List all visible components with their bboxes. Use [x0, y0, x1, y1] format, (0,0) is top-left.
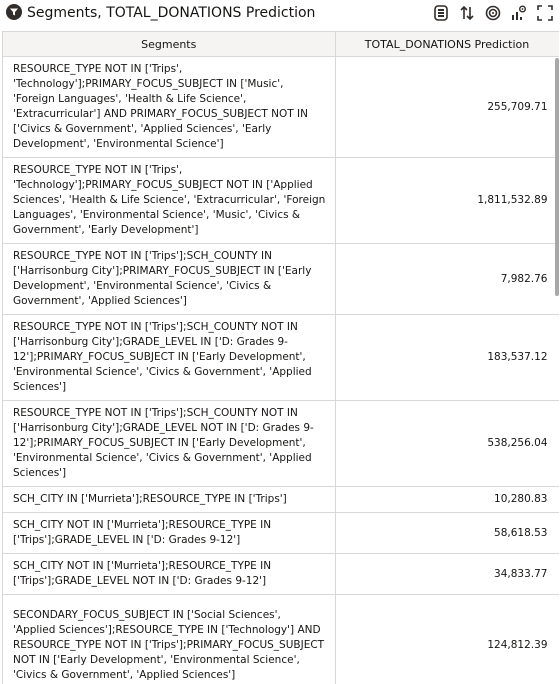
sort-icon[interactable] [457, 3, 477, 23]
column-header-prediction[interactable]: TOTAL_DONATIONS Prediction [335, 32, 559, 57]
chart-settings-icon[interactable] [509, 3, 529, 23]
prediction-cell: 10,280.83 [335, 487, 559, 513]
panel-title: Segments, TOTAL_DONATIONS Prediction [27, 5, 315, 21]
table-row[interactable] [3, 158, 559, 244]
table-row[interactable] [3, 57, 559, 158]
scrollbar-thumb[interactable] [555, 58, 559, 296]
prediction-cell: 34,833.77 [335, 554, 559, 595]
segment-cell: RESOURCE_TYPE NOT IN ['Trips'];SCH_COUNTY NOT IN ['Harrisonburg City'];GRADE_LEVEL IN ['D: Grades 9-12'];PRIMARY_FOCUS_SUBJECT IN ['Early Development', 'Environmental Science', 'Civics & Government', 'Applied Sciences'] [3, 315, 335, 401]
funnel-icon[interactable] [6, 4, 22, 20]
table-row[interactable] [3, 595, 559, 684]
table-row[interactable] [3, 315, 559, 401]
table-header-row [3, 32, 559, 57]
prediction-cell: 7,982.76 [335, 244, 559, 315]
table-row[interactable] [3, 244, 559, 315]
segment-cell: SCH_CITY IN ['Murrieta'];RESOURCE_TYPE IN ['Trips'] [3, 487, 335, 513]
segments-table [2, 31, 559, 684]
expand-icon[interactable] [535, 3, 555, 23]
data-view-icon[interactable] [431, 3, 451, 23]
segment-cell: SCH_CITY NOT IN ['Murrieta'];RESOURCE_TYPE IN ['Trips'];GRADE_LEVEL IN ['D: Grades 9-12'] [3, 513, 335, 554]
segment-cell: RESOURCE_TYPE NOT IN ['Trips', 'Technology'];PRIMARY_FOCUS_SUBJECT NOT IN ['Applied Sciences', 'Health & Life Science', 'Extracurricular', 'Foreign Languages', 'Environmental Science', 'Music', 'Civics & Government', 'Early Development'] [3, 158, 335, 244]
column-header-segments[interactable]: Segments [3, 32, 335, 57]
prediction-cell: 58,618.53 [335, 513, 559, 554]
segment-cell: SECONDARY_FOCUS_SUBJECT IN ['Social Sciences', 'Applied Sciences'];RESOURCE_TYPE IN ['Technology'] AND RESOURCE_TYPE NOT IN ['Trips'];PRIMARY_FOCUS_SUBJECT NOT IN ['Early Development', 'Environmental Science', 'Civics & Government', 'Applied Sciences'] [3, 595, 335, 684]
prediction-cell: 183,537.12 [335, 315, 559, 401]
table-row[interactable] [3, 401, 559, 487]
prediction-cell: 538,256.04 [335, 401, 559, 487]
panel-header [0, 0, 560, 28]
segment-cell: RESOURCE_TYPE NOT IN ['Trips', 'Technology'];PRIMARY_FOCUS_SUBJECT IN ['Music', 'Foreign Languages', 'Health & Life Science', 'Extracurricular'] AND PRIMARY_FOCUS_SUBJECT NOT IN ['Civics & Government', 'Applied Sciences', 'Early Development', 'Environmental Science'] [3, 57, 335, 158]
prediction-cell: 1,811,532.89 [335, 158, 559, 244]
prediction-cell: 255,709.71 [335, 57, 559, 158]
segment-cell: RESOURCE_TYPE NOT IN ['Trips'];SCH_COUNTY NOT IN ['Harrisonburg City'];GRADE_LEVEL NOT IN ['D: Grades 9-12'];PRIMARY_FOCUS_SUBJECT IN ['Early Development', 'Environmental Science', 'Civics & Government', 'Applied Sciences'] [3, 401, 335, 487]
target-icon[interactable] [483, 3, 503, 23]
segment-cell: RESOURCE_TYPE NOT IN ['Trips'];SCH_COUNTY IN ['Harrisonburg City'];PRIMARY_FOCUS_SUBJECT IN ['Early Development', 'Environmental Science', 'Civics & Government', 'Applied Sciences'] [3, 244, 335, 315]
table-row[interactable] [3, 487, 559, 513]
table-row[interactable] [3, 513, 559, 554]
table-row[interactable] [3, 554, 559, 595]
prediction-cell: 124,812.39 [335, 595, 559, 684]
segment-cell: SCH_CITY NOT IN ['Murrieta'];RESOURCE_TYPE IN ['Trips'];GRADE_LEVEL NOT IN ['D: Grades 9-12'] [3, 554, 335, 595]
